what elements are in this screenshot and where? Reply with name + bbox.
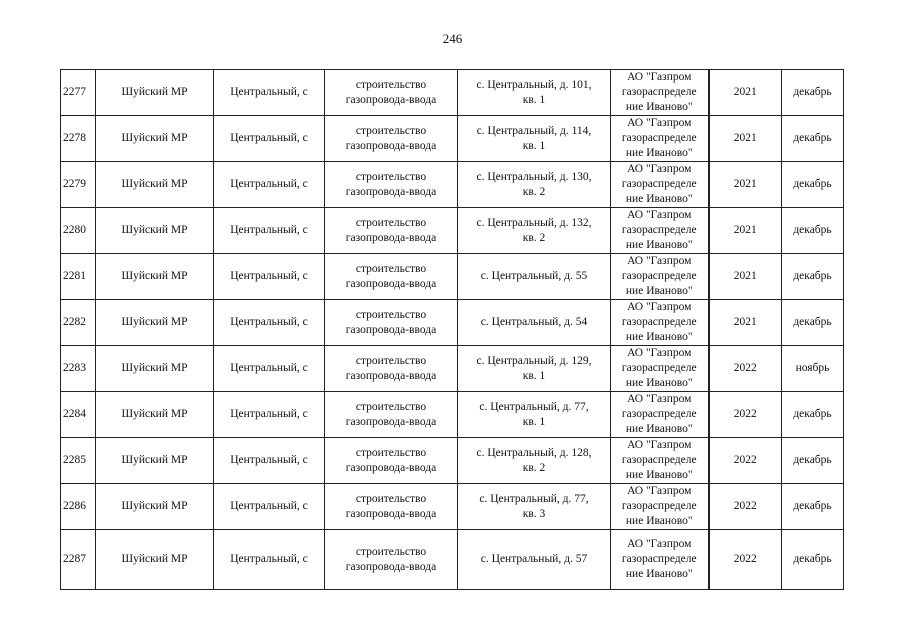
table-row <box>61 208 844 254</box>
settlement-cell: Центральный, с <box>214 392 325 438</box>
row-number: 2277 <box>61 70 96 116</box>
settlement-cell: Центральный, с <box>214 300 325 346</box>
org-line-3: ние Иваново" <box>625 193 693 205</box>
org-line-1: АО "Газпром <box>627 209 692 221</box>
settlement-cell: Центральный, с <box>214 162 325 208</box>
org-line-2: газораспределе <box>621 500 697 512</box>
work-type-line-1: строительство <box>355 124 427 137</box>
org-line-3: ние Иваново" <box>625 331 693 343</box>
work-type-line-2: газопровода-ввода <box>345 231 437 244</box>
work-type-line-2: газопровода-ввода <box>345 277 437 290</box>
organization-cell <box>611 300 709 346</box>
address-line-2: кв. 1 <box>522 369 546 382</box>
table-row <box>61 346 844 392</box>
settlement-cell: Центральный, с <box>214 254 325 300</box>
address-line-2: кв. 2 <box>522 461 546 474</box>
org-line-1: АО "Газпром <box>627 71 692 83</box>
work-type-cell <box>325 346 458 392</box>
org-line-2: газораспределе <box>621 224 697 236</box>
settlement-cell: Центральный, с <box>214 438 325 484</box>
row-number: 2278 <box>61 116 96 162</box>
work-type-cell <box>325 162 458 208</box>
settlement-cell: Центральный, с <box>214 484 325 530</box>
row-number: 2285 <box>61 438 96 484</box>
work-type-cell <box>325 438 458 484</box>
work-type-cell <box>325 70 458 116</box>
work-type-cell <box>325 392 458 438</box>
organization-cell <box>611 392 709 438</box>
org-line-1: АО "Газпром <box>627 163 692 175</box>
org-line-2: газораспределе <box>621 408 697 420</box>
address-cell <box>458 162 611 208</box>
year-cell: 2021 <box>709 116 782 162</box>
page-number: 246 <box>442 31 463 46</box>
work-type-line-2: газопровода-ввода <box>345 369 437 382</box>
work-type-line-1: строительство <box>355 170 427 183</box>
org-line-2: газораспределе <box>621 178 697 190</box>
address-line-1: с. Центральный, д. 54 <box>480 316 588 328</box>
org-line-2: газораспределе <box>621 132 697 144</box>
address-cell <box>458 116 611 162</box>
work-type-line-1: строительство <box>355 545 427 558</box>
org-line-2: газораспределе <box>621 270 697 282</box>
month-cell: декабрь <box>782 530 844 590</box>
work-type-cell <box>325 530 458 590</box>
org-line-1: АО "Газпром <box>627 301 692 313</box>
work-type-cell <box>325 116 458 162</box>
district-cell: Шуйский МР <box>96 300 214 346</box>
address-line-2: кв. 1 <box>522 415 546 428</box>
table-row <box>61 530 844 590</box>
settlement-cell: Центральный, с <box>214 530 325 590</box>
organization-cell <box>611 484 709 530</box>
address-line-1: с. Центральный, д. 114, <box>476 124 592 137</box>
year-cell: 2022 <box>709 392 782 438</box>
address-cell <box>458 438 611 484</box>
table-row <box>61 116 844 162</box>
organization-cell <box>611 208 709 254</box>
work-type-line-1: строительство <box>355 400 427 413</box>
address-cell <box>458 254 611 300</box>
org-line-3: ние Иваново" <box>625 147 693 159</box>
month-cell: декабрь <box>782 300 844 346</box>
organization-cell <box>611 162 709 208</box>
table-row <box>61 438 844 484</box>
district-cell: Шуйский МР <box>96 438 214 484</box>
month-cell: декабрь <box>782 254 844 300</box>
address-cell <box>458 530 611 590</box>
org-line-3: ние Иваново" <box>625 285 693 297</box>
district-cell: Шуйский МР <box>96 70 214 116</box>
month-cell: декабрь <box>782 484 844 530</box>
work-type-line-1: строительство <box>355 216 427 229</box>
year-cell: 2022 <box>709 484 782 530</box>
year-cell: 2021 <box>709 70 782 116</box>
year-cell: 2022 <box>709 346 782 392</box>
table-row <box>61 162 844 208</box>
district-cell: Шуйский МР <box>96 484 214 530</box>
month-cell: декабрь <box>782 208 844 254</box>
organization-cell <box>611 254 709 300</box>
org-line-1: АО "Газпром <box>627 347 692 359</box>
work-type-line-1: строительство <box>355 262 427 275</box>
row-number: 2282 <box>61 300 96 346</box>
row-number: 2287 <box>61 530 96 590</box>
work-type-line-1: строительство <box>355 308 427 321</box>
table-row <box>61 300 844 346</box>
org-line-1: АО "Газпром <box>627 393 692 405</box>
year-cell: 2022 <box>709 438 782 484</box>
address-line-1: с. Центральный, д. 128, <box>476 446 592 459</box>
settlement-cell: Центральный, с <box>214 346 325 392</box>
month-cell: декабрь <box>782 70 844 116</box>
table-row <box>61 392 844 438</box>
row-number: 2283 <box>61 346 96 392</box>
work-type-line-1: строительство <box>355 354 427 367</box>
month-cell: декабрь <box>782 162 844 208</box>
table-row <box>61 484 844 530</box>
org-line-1: АО "Газпром <box>627 485 692 497</box>
organization-cell <box>611 530 709 590</box>
address-cell <box>458 346 611 392</box>
org-line-3: ние Иваново" <box>625 423 693 435</box>
row-number: 2279 <box>61 162 96 208</box>
district-cell: Шуйский МР <box>96 162 214 208</box>
address-line-1: с. Центральный, д. 77, <box>479 492 589 505</box>
org-line-2: газораспределе <box>621 362 697 374</box>
organization-cell <box>611 70 709 116</box>
org-line-2: газораспределе <box>621 454 697 466</box>
work-type-line-1: строительство <box>355 446 427 459</box>
address-line-1: с. Центральный, д. 129, <box>476 354 592 367</box>
year-cell: 2021 <box>709 300 782 346</box>
work-type-line-2: газопровода-ввода <box>345 461 437 474</box>
address-line-1: с. Центральный, д. 77, <box>479 400 589 413</box>
work-type-line-2: газопровода-ввода <box>345 93 437 106</box>
work-type-line-1: строительство <box>355 78 427 91</box>
address-line-1: с. Центральный, д. 132, <box>476 216 592 229</box>
work-type-cell <box>325 208 458 254</box>
table-row <box>61 70 844 116</box>
address-cell <box>458 70 611 116</box>
work-type-line-2: газопровода-ввода <box>345 507 437 520</box>
work-type-line-2: газопровода-ввода <box>345 185 437 198</box>
address-cell <box>458 208 611 254</box>
district-cell: Шуйский МР <box>96 346 214 392</box>
table-row <box>61 254 844 300</box>
organization-cell <box>611 116 709 162</box>
org-line-3: ние Иваново" <box>625 377 693 389</box>
org-line-1: АО "Газпром <box>627 255 692 267</box>
address-cell <box>458 392 611 438</box>
org-line-1: АО "Газпром <box>627 538 692 550</box>
org-line-2: газораспределе <box>621 86 697 98</box>
work-type-cell <box>325 484 458 530</box>
year-cell: 2021 <box>709 254 782 300</box>
district-cell: Шуйский МР <box>96 530 214 590</box>
district-cell: Шуйский МР <box>96 254 214 300</box>
district-cell: Шуйский МР <box>96 116 214 162</box>
year-cell: 2021 <box>709 162 782 208</box>
address-line-2: кв. 2 <box>522 231 546 244</box>
org-line-2: газораспределе <box>621 553 697 565</box>
work-type-cell <box>325 300 458 346</box>
settlement-cell: Центральный, с <box>214 208 325 254</box>
address-cell <box>458 484 611 530</box>
address-cell <box>458 300 611 346</box>
work-type-line-2: газопровода-ввода <box>345 323 437 336</box>
work-type-cell <box>325 254 458 300</box>
month-cell: декабрь <box>782 438 844 484</box>
organization-cell <box>611 438 709 484</box>
table-body <box>61 70 844 590</box>
org-line-2: газораспределе <box>621 316 697 328</box>
gas-connection-table <box>60 69 844 590</box>
month-cell: декабрь <box>782 392 844 438</box>
address-line-1: с. Центральный, д. 55 <box>480 270 588 282</box>
address-line-1: с. Центральный, д. 130, <box>476 170 592 183</box>
org-line-3: ние Иваново" <box>625 568 693 580</box>
work-type-line-2: газопровода-ввода <box>345 139 437 152</box>
work-type-line-2: газопровода-ввода <box>345 560 437 573</box>
work-type-line-2: газопровода-ввода <box>345 415 437 428</box>
org-line-3: ние Иваново" <box>625 515 693 527</box>
address-line-2: кв. 3 <box>522 507 546 520</box>
row-number: 2284 <box>61 392 96 438</box>
row-number: 2281 <box>61 254 96 300</box>
org-line-3: ние Иваново" <box>625 469 693 481</box>
address-line-2: кв. 1 <box>522 93 546 106</box>
work-type-line-1: строительство <box>355 492 427 505</box>
settlement-cell: Центральный, с <box>214 116 325 162</box>
row-number: 2280 <box>61 208 96 254</box>
district-cell: Шуйский МР <box>96 392 214 438</box>
settlement-cell: Центральный, с <box>214 70 325 116</box>
month-cell: ноябрь <box>782 346 844 392</box>
row-number: 2286 <box>61 484 96 530</box>
district-cell: Шуйский МР <box>96 208 214 254</box>
org-line-3: ние Иваново" <box>625 239 693 251</box>
address-line-2: кв. 1 <box>522 139 546 152</box>
year-cell: 2021 <box>709 208 782 254</box>
org-line-1: АО "Газпром <box>627 117 692 129</box>
org-line-1: АО "Газпром <box>627 439 692 451</box>
address-line-2: кв. 2 <box>522 185 546 198</box>
year-cell: 2022 <box>709 530 782 590</box>
organization-cell <box>611 346 709 392</box>
address-line-1: с. Центральный, д. 101, <box>476 78 592 91</box>
org-line-3: ние Иваново" <box>625 101 693 113</box>
address-line-1: с. Центральный, д. 57 <box>480 553 588 565</box>
month-cell: декабрь <box>782 116 844 162</box>
